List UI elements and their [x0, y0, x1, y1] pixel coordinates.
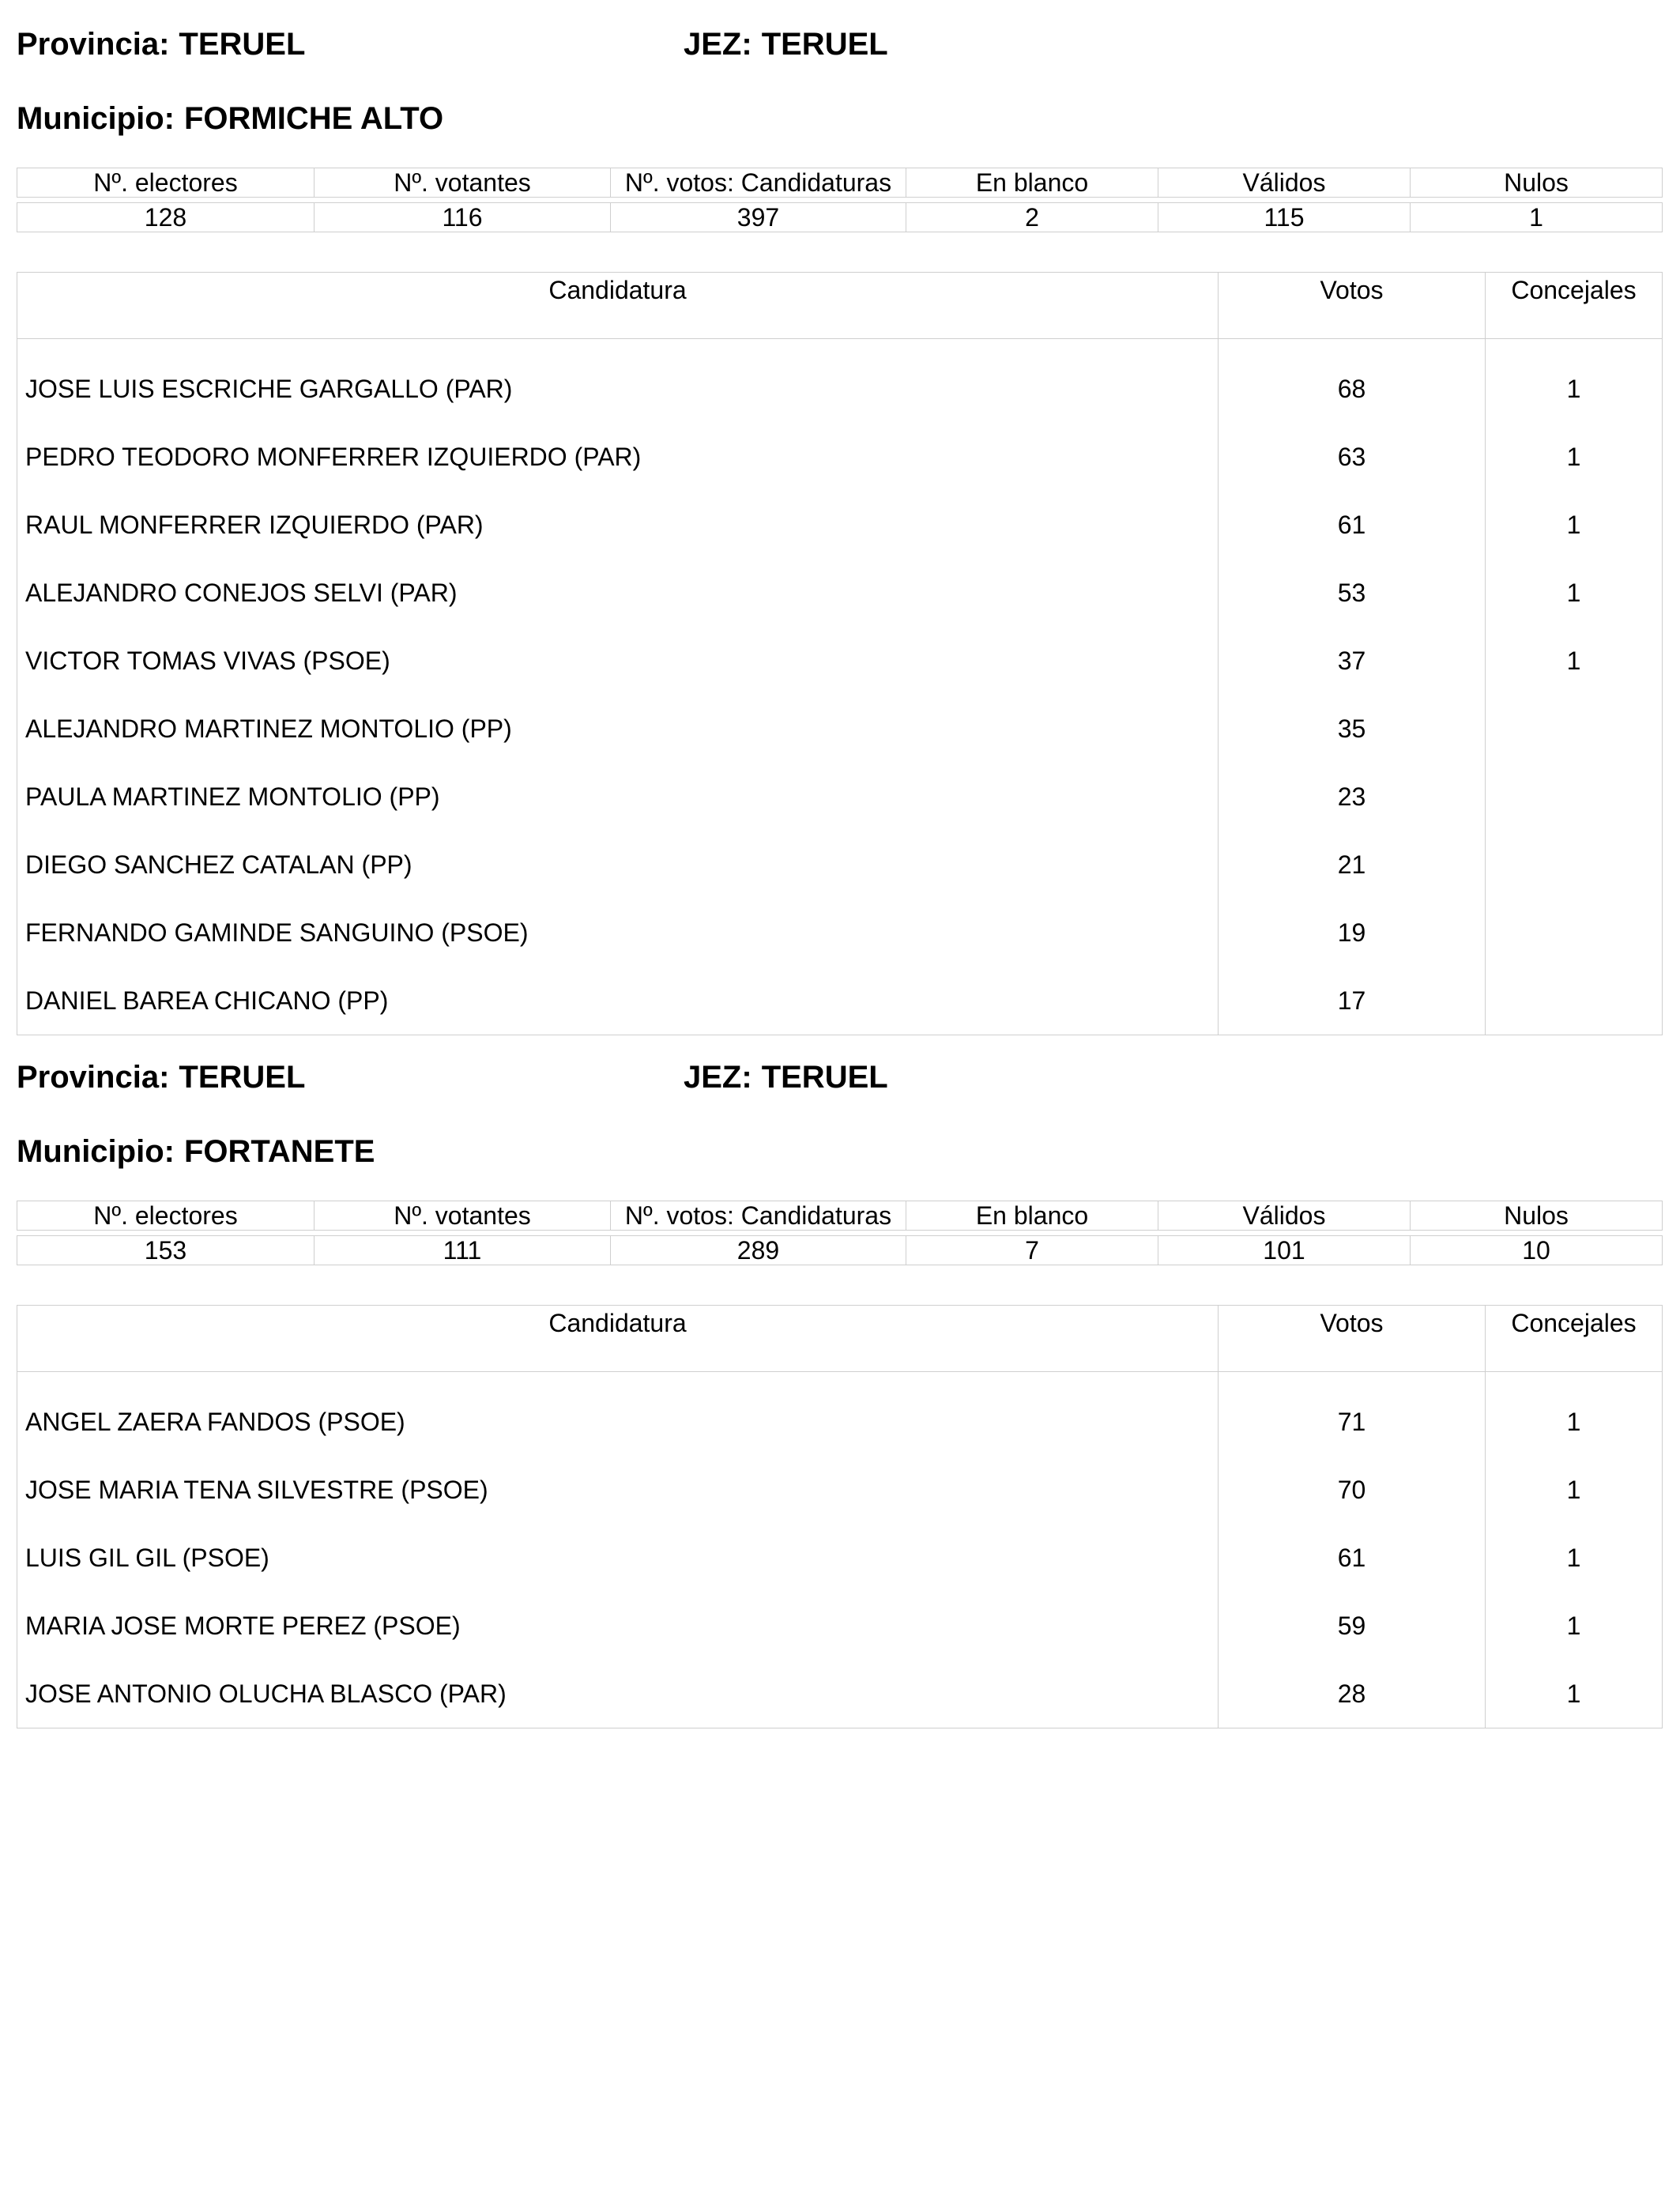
municipality-block-2: [17, 1057, 1662, 1728]
candidate-concejales: 1: [1486, 627, 1663, 695]
summary-header-en-blanco: En blanco: [906, 168, 1158, 198]
summary-spacer: [17, 1231, 1663, 1236]
candidate-row: [17, 899, 1663, 967]
candidate-row: [17, 1456, 1663, 1524]
summary-header-votos-candidaturas: Nº. votos: Candidaturas: [611, 168, 906, 198]
candidate-votos: 37: [1219, 627, 1486, 695]
candidate-name: PEDRO TEODORO MONFERRER IZQUIERDO (PAR): [17, 423, 1219, 491]
summary-nulos: 1: [1411, 203, 1663, 232]
summary-header-electores: Nº. electores: [17, 1201, 315, 1231]
candidate-name: VICTOR TOMAS VIVAS (PSOE): [17, 627, 1219, 695]
summary-electores: 128: [17, 203, 315, 232]
municipio-value: FORMICHE ALTO: [183, 101, 444, 136]
candidate-concejales: 1: [1486, 491, 1663, 559]
candidate-row: [17, 967, 1663, 1035]
summary-votos-candidaturas: 289: [611, 1236, 906, 1265]
candidate-name: JOSE ANTONIO OLUCHA BLASCO (PAR): [17, 1660, 1219, 1728]
candidate-concejales: 1: [1486, 1456, 1663, 1524]
candidate-row: [17, 1592, 1663, 1660]
candidate-votos: 61: [1219, 1524, 1486, 1592]
candidate-concejales: 1: [1486, 1592, 1663, 1660]
candidate-name: DIEGO SANCHEZ CATALAN (PP): [17, 831, 1219, 899]
candidate-row: [17, 831, 1663, 899]
candidate-votos: 17: [1219, 967, 1486, 1035]
candidate-name: JOSE LUIS ESCRICHE GARGALLO (PAR): [17, 339, 1219, 424]
summary-header-votantes: Nº. votantes: [315, 168, 611, 198]
candidate-row: [17, 763, 1663, 831]
summary-table: [17, 1201, 1663, 1265]
candidate-concejales: 1: [1486, 339, 1663, 424]
candidate-votos: 35: [1219, 695, 1486, 763]
summary-header-votantes: Nº. votantes: [315, 1201, 611, 1231]
candidate-row: [17, 423, 1663, 491]
jez-value: TERUEL: [761, 27, 888, 62]
candidate-row: [17, 1660, 1663, 1728]
municipality-block-1: [17, 24, 1662, 1020]
candidate-row: [17, 339, 1663, 424]
candidate-votos: 23: [1219, 763, 1486, 831]
candidates-table: [17, 272, 1663, 1035]
candidate-name: ALEJANDRO CONEJOS SELVI (PAR): [17, 559, 1219, 627]
summary-header-en-blanco: En blanco: [906, 1201, 1158, 1231]
summary-en-blanco: 7: [906, 1236, 1158, 1265]
candidate-votos: 59: [1219, 1592, 1486, 1660]
candidate-row: [17, 491, 1663, 559]
candidate-votos: 63: [1219, 423, 1486, 491]
jez-label: JEZ:: [684, 27, 752, 62]
candidate-name: JOSE MARIA TENA SILVESTRE (PSOE): [17, 1456, 1219, 1524]
candidate-name: LUIS GIL GIL (PSOE): [17, 1524, 1219, 1592]
summary-electores: 153: [17, 1236, 315, 1265]
candidate-row: [17, 1372, 1663, 1457]
summary-header-validos: Válidos: [1158, 168, 1411, 198]
provincia-label: Provincia:: [17, 27, 170, 62]
summary-value-row: [17, 1236, 1663, 1265]
candidate-row: [17, 559, 1663, 627]
candidate-concejales: 1: [1486, 1524, 1663, 1592]
candidate-votos: 61: [1219, 491, 1486, 559]
summary-nulos: 10: [1411, 1236, 1663, 1265]
summary-header-validos: Válidos: [1158, 1201, 1411, 1231]
candidate-concejales: [1486, 967, 1663, 1035]
candidates-header-row: [17, 273, 1663, 339]
header-candidatura: Candidatura: [17, 273, 1219, 339]
summary-table: [17, 168, 1663, 232]
candidate-name: ANGEL ZAERA FANDOS (PSOE): [17, 1372, 1219, 1457]
provincia-label: Provincia:: [17, 1060, 170, 1095]
municipio-label: Municipio:: [17, 1134, 175, 1169]
provincia-value: TERUEL: [179, 27, 306, 62]
candidate-name: MARIA JOSE MORTE PEREZ (PSOE): [17, 1592, 1219, 1660]
municipio-value: FORTANETE: [183, 1134, 375, 1169]
municipio-heading: [17, 100, 443, 137]
summary-validos: 115: [1158, 203, 1411, 232]
candidate-votos: 70: [1219, 1456, 1486, 1524]
summary-header-row: [17, 168, 1663, 198]
candidate-concejales: [1486, 899, 1663, 967]
summary-votos-candidaturas: 397: [611, 203, 906, 232]
summary-value-row: [17, 203, 1663, 232]
summary-header-electores: Nº. electores: [17, 168, 315, 198]
jez-label: JEZ:: [684, 1060, 752, 1095]
candidate-row: [17, 695, 1663, 763]
jez-value: TERUEL: [761, 1060, 888, 1095]
summary-en-blanco: 2: [906, 203, 1158, 232]
header-candidatura: Candidatura: [17, 1306, 1219, 1372]
candidate-row: [17, 627, 1663, 695]
summary-spacer: [17, 198, 1663, 203]
candidate-concejales: 1: [1486, 559, 1663, 627]
candidate-concejales: [1486, 695, 1663, 763]
candidate-concejales: 1: [1486, 1660, 1663, 1728]
header-votos: Votos: [1219, 1306, 1486, 1372]
summary-header-votos-candidaturas: Nº. votos: Candidaturas: [611, 1201, 906, 1231]
candidate-votos: 19: [1219, 899, 1486, 967]
candidate-concejales: 1: [1486, 1372, 1663, 1457]
candidate-row: [17, 1524, 1663, 1592]
jez-heading: [684, 1059, 888, 1095]
summary-header-nulos: Nulos: [1411, 1201, 1663, 1231]
municipio-label: Municipio:: [17, 101, 175, 136]
provincia-heading: [17, 1059, 305, 1095]
summary-header-row: [17, 1201, 1663, 1231]
summary-validos: 101: [1158, 1236, 1411, 1265]
candidate-name: RAUL MONFERRER IZQUIERDO (PAR): [17, 491, 1219, 559]
header-votos: Votos: [1219, 273, 1486, 339]
candidate-votos: 53: [1219, 559, 1486, 627]
summary-votantes: 111: [315, 1236, 611, 1265]
candidate-concejales: [1486, 763, 1663, 831]
candidate-concejales: 1: [1486, 423, 1663, 491]
candidate-name: PAULA MARTINEZ MONTOLIO (PP): [17, 763, 1219, 831]
summary-votantes: 116: [315, 203, 611, 232]
provincia-value: TERUEL: [179, 1060, 306, 1095]
candidate-votos: 28: [1219, 1660, 1486, 1728]
candidates-table: [17, 1305, 1663, 1728]
candidate-name: DANIEL BAREA CHICANO (PP): [17, 967, 1219, 1035]
summary-header-nulos: Nulos: [1411, 168, 1663, 198]
header-concejales: Concejales: [1486, 1306, 1663, 1372]
provincia-heading: [17, 26, 305, 62]
candidate-name: ALEJANDRO MARTINEZ MONTOLIO (PP): [17, 695, 1219, 763]
jez-heading: [684, 26, 888, 62]
candidates-header-row: [17, 1306, 1663, 1372]
municipio-heading: [17, 1133, 375, 1170]
candidate-name: FERNANDO GAMINDE SANGUINO (PSOE): [17, 899, 1219, 967]
candidate-votos: 71: [1219, 1372, 1486, 1457]
candidate-votos: 68: [1219, 339, 1486, 424]
candidate-concejales: [1486, 831, 1663, 899]
header-concejales: Concejales: [1486, 273, 1663, 339]
candidate-votos: 21: [1219, 831, 1486, 899]
